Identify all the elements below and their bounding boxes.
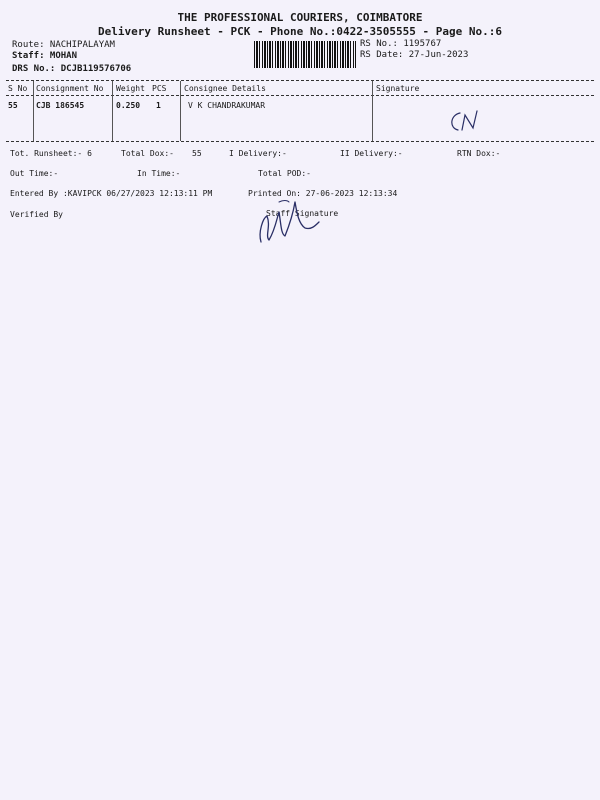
header-consignment-no: Consignment No (36, 84, 104, 93)
return-dox: RTN Dox:- (457, 149, 501, 158)
row-sno: 55 (8, 101, 18, 110)
total-runsheet: Tot. Runsheet:- 6 (10, 149, 92, 158)
rs-number: RS No.: 1195767 (360, 39, 442, 49)
total-pod: Total POD:- (258, 169, 311, 178)
header-consignee-details: Consignee Details (184, 84, 266, 93)
staff-label: Staff: MOHAN (12, 51, 78, 61)
receiver-signature-mark (446, 108, 486, 138)
header-pcs: PCS (152, 84, 167, 93)
drs-number: DRS No.: DCJB119576706 (12, 64, 132, 74)
header-sno: S No (8, 84, 28, 93)
header-weight: Weight (116, 84, 145, 93)
printed-on: Printed On: 27-06-2023 12:13:34 (248, 189, 398, 198)
table-top-rule (6, 80, 594, 81)
out-time: Out Time:- (10, 169, 59, 178)
total-dox-value: 55 (192, 149, 202, 158)
entered-by: Entered By :KAVIPCK 06/27/2023 12:13:11 PM (10, 189, 213, 198)
total-dox-label: Total Dox:- (121, 149, 174, 158)
runsheet-title: Delivery Runsheet - PCK - Phone No.:0422-3505555 - Page No.:6 (98, 25, 502, 38)
in-time: In Time:- (137, 169, 181, 178)
column-divider (33, 81, 34, 141)
column-divider (180, 81, 181, 141)
header-signature: Signature (376, 84, 420, 93)
row-weight: 0.250 (116, 101, 141, 110)
barcode-image (254, 41, 356, 68)
route-label: Route: NACHIPALAYAM (12, 40, 115, 50)
column-divider (112, 81, 113, 141)
rs-date: RS Date: 27-Jun-2023 (360, 50, 469, 60)
column-divider (372, 81, 373, 141)
verified-by: Verified By (10, 210, 63, 219)
row-consignment-no: CJB 186545 (36, 101, 85, 110)
staff-signature-mark (255, 196, 325, 246)
company-title: THE PROFESSIONAL COURIERS, COIMBATORE (177, 11, 423, 24)
row-consignee: V K CHANDRAKUMAR (188, 101, 266, 110)
row-pcs: 1 (156, 101, 161, 110)
first-delivery: I Delivery:- (229, 149, 287, 158)
staff-signature-label: Staff Signature (266, 209, 339, 218)
table-bottom-rule (6, 141, 594, 142)
table-header-rule (6, 95, 594, 96)
second-delivery: II Delivery:- (340, 149, 403, 158)
